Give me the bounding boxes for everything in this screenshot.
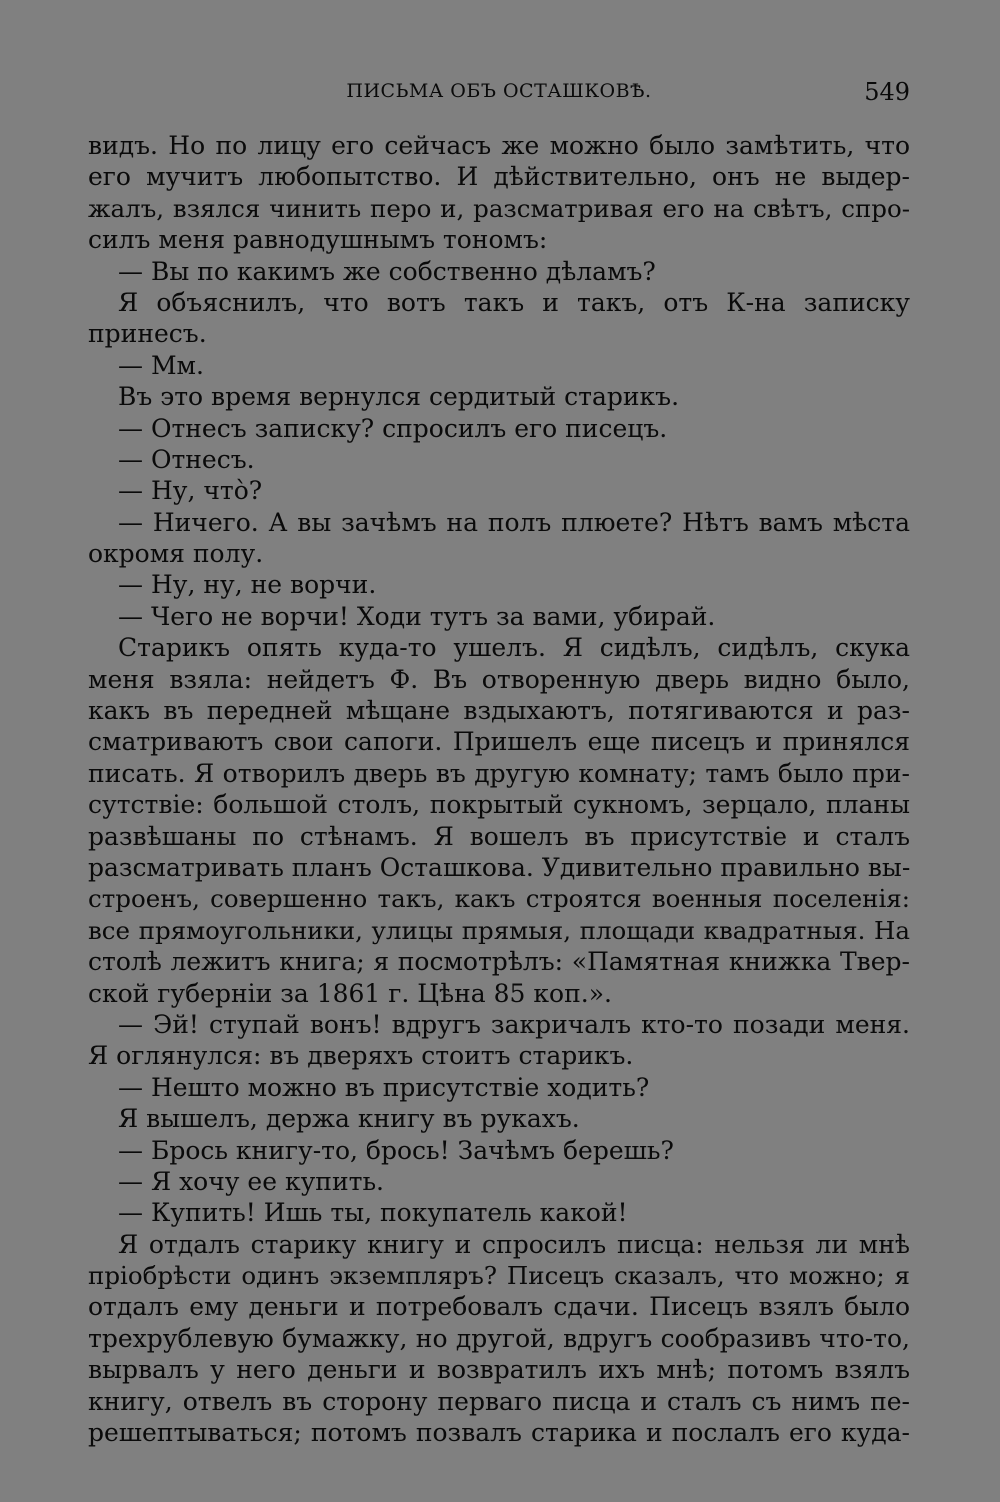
- text-line: его мучитъ любопытство. И дѣйствительно, онъ не выдер-: [88, 162, 910, 192]
- body-text: [88, 130, 910, 1448]
- page-number: 549: [864, 78, 910, 106]
- text-line: — Я хочу ее купить.: [118, 1166, 385, 1196]
- text-line: Старикъ опять куда-то ушелъ. Я сидѣлъ, сидѣлъ, скука: [118, 633, 910, 663]
- text-line: — Ничего. А вы зачѣмъ на полъ плюете? Нѣтъ вамъ мѣста: [118, 507, 910, 537]
- text-line: Въ это время вернулся сердитый старикъ.: [118, 382, 680, 412]
- text-line: — Брось книгу-то, брось! Зачѣмъ берешь?: [118, 1135, 674, 1165]
- running-title: ПИСЬМА ОБЪ ОСТАШКОВѢ.: [346, 80, 652, 102]
- text-line: — Отнесъ.: [118, 444, 255, 474]
- text-line: Я объяснилъ, что вотъ такъ и такъ, отъ К-на записку: [118, 287, 910, 317]
- text-line: видъ. Но по лицу его сейчасъ же можно было замѣтить, что: [88, 131, 910, 160]
- text-line: Я отдалъ старику книгу и спросилъ писца: нельзя ли мнѣ: [118, 1229, 910, 1259]
- text-line: решептываться; потомъ позвалъ старика и послалъ его куда-: [88, 1418, 910, 1448]
- text-line: развѣшаны по стѣнамъ. Я вошелъ въ присутствіе и сталъ: [88, 821, 910, 851]
- text-line: сутствіе: большой столъ, покрытый сукномъ, зерцало, планы: [88, 790, 910, 820]
- text-line: меня взяла: нейдетъ Ф. Въ отворенную дверь видно было,: [88, 664, 910, 694]
- text-line: Я вышелъ, держа книгу въ рукахъ.: [118, 1104, 580, 1134]
- text-line: — Ну, что̀?: [118, 476, 263, 506]
- text-line: сматриваютъ свои сапоги. Пришелъ еще писецъ и принялся: [88, 727, 910, 757]
- text-line: отдалъ ему деньги и потребовалъ сдачи. Писецъ взялъ было: [88, 1292, 910, 1322]
- text-line: трехрублевую бумажку, но другой, вдругъ сообразивъ что-то,: [88, 1323, 910, 1353]
- page-header: [88, 78, 910, 112]
- text-line: Я оглянулся: въ дверяхъ стоитъ старикъ.: [88, 1041, 634, 1071]
- text-line: столѣ лежитъ книга; я посмотрѣлъ: «Памятная книжка Твер-: [88, 947, 910, 977]
- text-line: — Вы по какимъ же собственно дѣламъ?: [118, 256, 656, 286]
- text-line: строенъ, совершенно такъ, какъ строятся военныя поселенія:: [88, 884, 910, 914]
- text-line: — Мм.: [118, 350, 204, 380]
- text-line: писать. Я отворилъ дверь въ другую комнату; тамъ было при-: [88, 758, 910, 788]
- text-line: разсматривать планъ Осташкова. Удивительно правильно вы-: [88, 852, 910, 882]
- text-line: — Эй! ступай вонъ! вдругъ закричалъ кто-то позади меня.: [118, 1009, 910, 1039]
- text-line: пріобрѣсти одинъ экземпляръ? Писецъ сказалъ, что можно; я: [88, 1261, 910, 1291]
- text-line: — Отнесъ записку? спросилъ его писецъ.: [118, 413, 668, 443]
- text-line: все прямоугольники, улицы прямыя, площади квадратныя. На: [88, 915, 910, 945]
- text-line: книгу, отвелъ въ сторону перваго писца и сталъ съ нимъ пе-: [88, 1386, 910, 1416]
- text-line: какъ въ передней мѣщане вздыхаютъ, потягиваются и раз-: [88, 696, 910, 726]
- text-line: — Нешто можно въ присутствіе ходить?: [118, 1072, 650, 1102]
- text-line: — Купить! Ишь ты, покупатель какой!: [118, 1198, 628, 1228]
- text-line: силъ меня равнодушнымъ тономъ:: [88, 225, 548, 255]
- text-line: ской губерніи за 1861 г. Цѣна 85 коп.».: [88, 978, 612, 1008]
- text-line: принесъ.: [88, 319, 207, 349]
- text-line: жалъ, взялся чинить перо и, разсматривая его на свѣтъ, спро-: [88, 193, 910, 223]
- text-line: окромя полу.: [88, 539, 264, 569]
- text-line: — Ну, ну, не ворчи.: [118, 570, 377, 600]
- text-line: — Чего не ворчи! Ходи тутъ за вами, убирай.: [118, 601, 716, 631]
- text-line: вырвалъ у него деньги и возвратилъ ихъ мнѣ; потомъ взялъ: [88, 1355, 910, 1385]
